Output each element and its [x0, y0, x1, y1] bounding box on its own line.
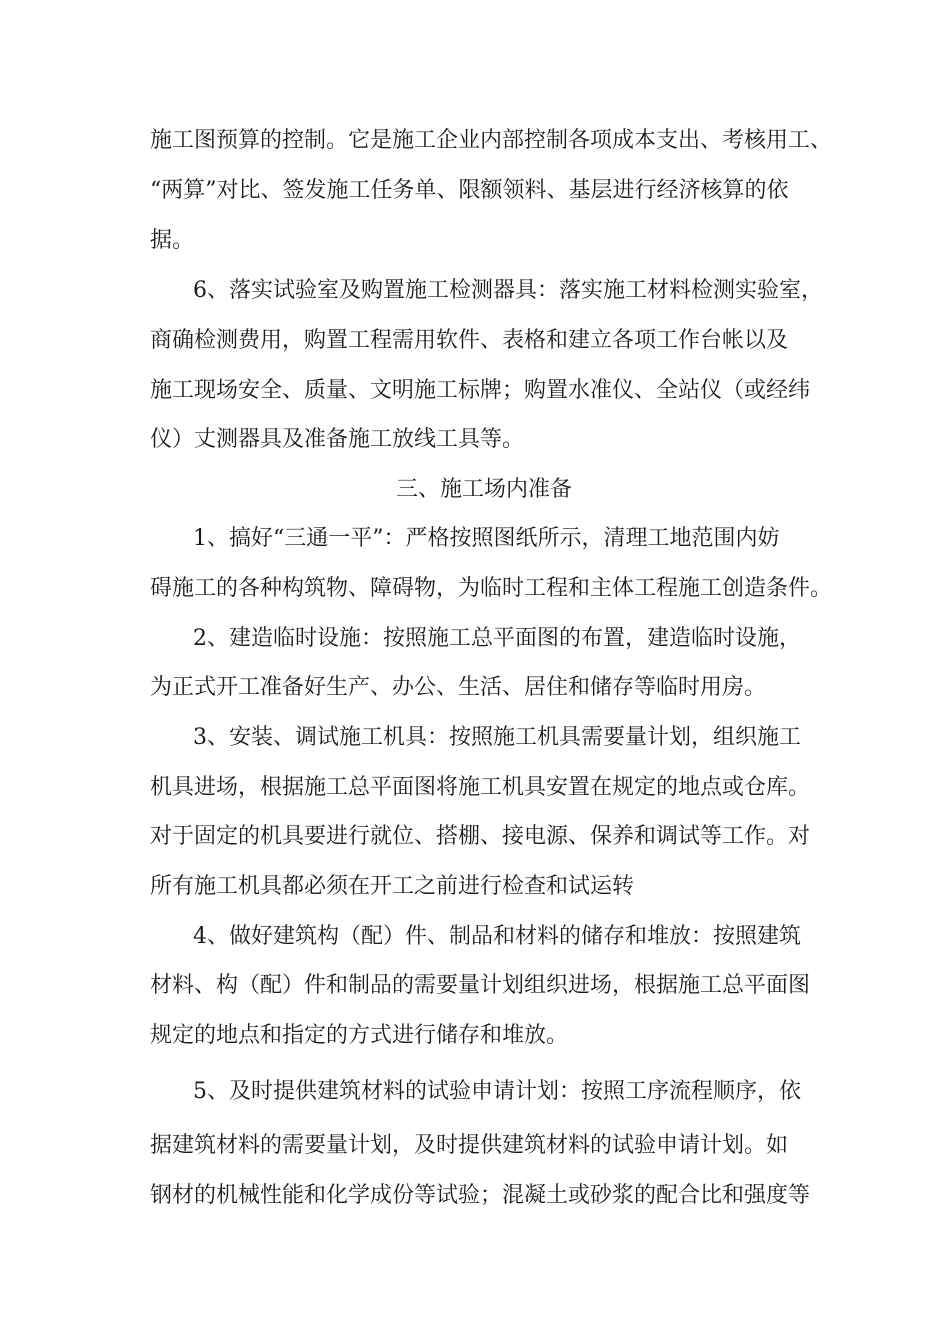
text-line: 仪）丈测器具及准备施工放线工具等。	[150, 427, 525, 452]
text-line: 机具进场，根据施工总平面图将施工机具安置在规定的地点或仓库。	[150, 775, 811, 800]
text-line: 4、做好建筑构（配）件、制品和材料的储存和堆放：按照建筑	[193, 924, 801, 949]
text-line: 5、及时提供建筑材料的试验申请计划：按照工序流程顺序，依	[193, 1079, 801, 1104]
text-line: 所有施工机具都必须在开工之前进行检查和试运转	[150, 874, 635, 899]
text-line: 材料、构（配）件和制品的需要量计划组织进场，根据施工总平面图	[150, 973, 811, 998]
text-line: 施工图预算的控制。它是施工企业内部控制各项成本支出、考核用工、	[150, 128, 833, 153]
text-line: 施工现场安全、质量、文明施工标牌；购置水准仪、全站仪（或经纬	[150, 378, 811, 403]
text-line: 1、搞好“三通一平”：严格按照图纸所示，清理工地范围内妨	[193, 526, 780, 551]
text-line: 规定的地点和指定的方式进行储存和堆放。	[150, 1023, 569, 1048]
text-line: 据建筑材料的需要量计划，及时提供建筑材料的试验申请计划。如	[150, 1133, 789, 1158]
text-line: 据。	[150, 228, 195, 253]
section-heading: 三、施工场内准备	[396, 477, 573, 502]
text-line: 商确检测费用，购置工程需用软件、表格和建立各项工作台帐以及	[150, 328, 789, 353]
text-line: “两算”对比、签发施工任务单、限额领料、基层进行经济核算的依	[150, 178, 789, 203]
text-line: 3、安装、调试施工机具：按照施工机具需要量计划，组织施工	[193, 725, 801, 750]
text-line: 碍施工的各种构筑物、障碍物，为临时工程和主体工程施工创造条件。	[150, 576, 833, 601]
text-line: 对于固定的机具要进行就位、搭棚、接电源、保养和调试等工作。对	[150, 824, 811, 849]
text-line: 为正式开工准备好生产、办公、生活、居住和储存等临时用房。	[150, 675, 767, 700]
text-line: 6、落实试验室及购置施工检测器具：落实施工材料检测实验室，	[193, 278, 823, 303]
text-line: 钢材的机械性能和化学成份等试验；混凝土或砂浆的配合比和强度等	[150, 1183, 811, 1208]
text-line: 2、建造临时设施：按照施工总平面图的布置，建造临时设施，	[193, 626, 801, 651]
